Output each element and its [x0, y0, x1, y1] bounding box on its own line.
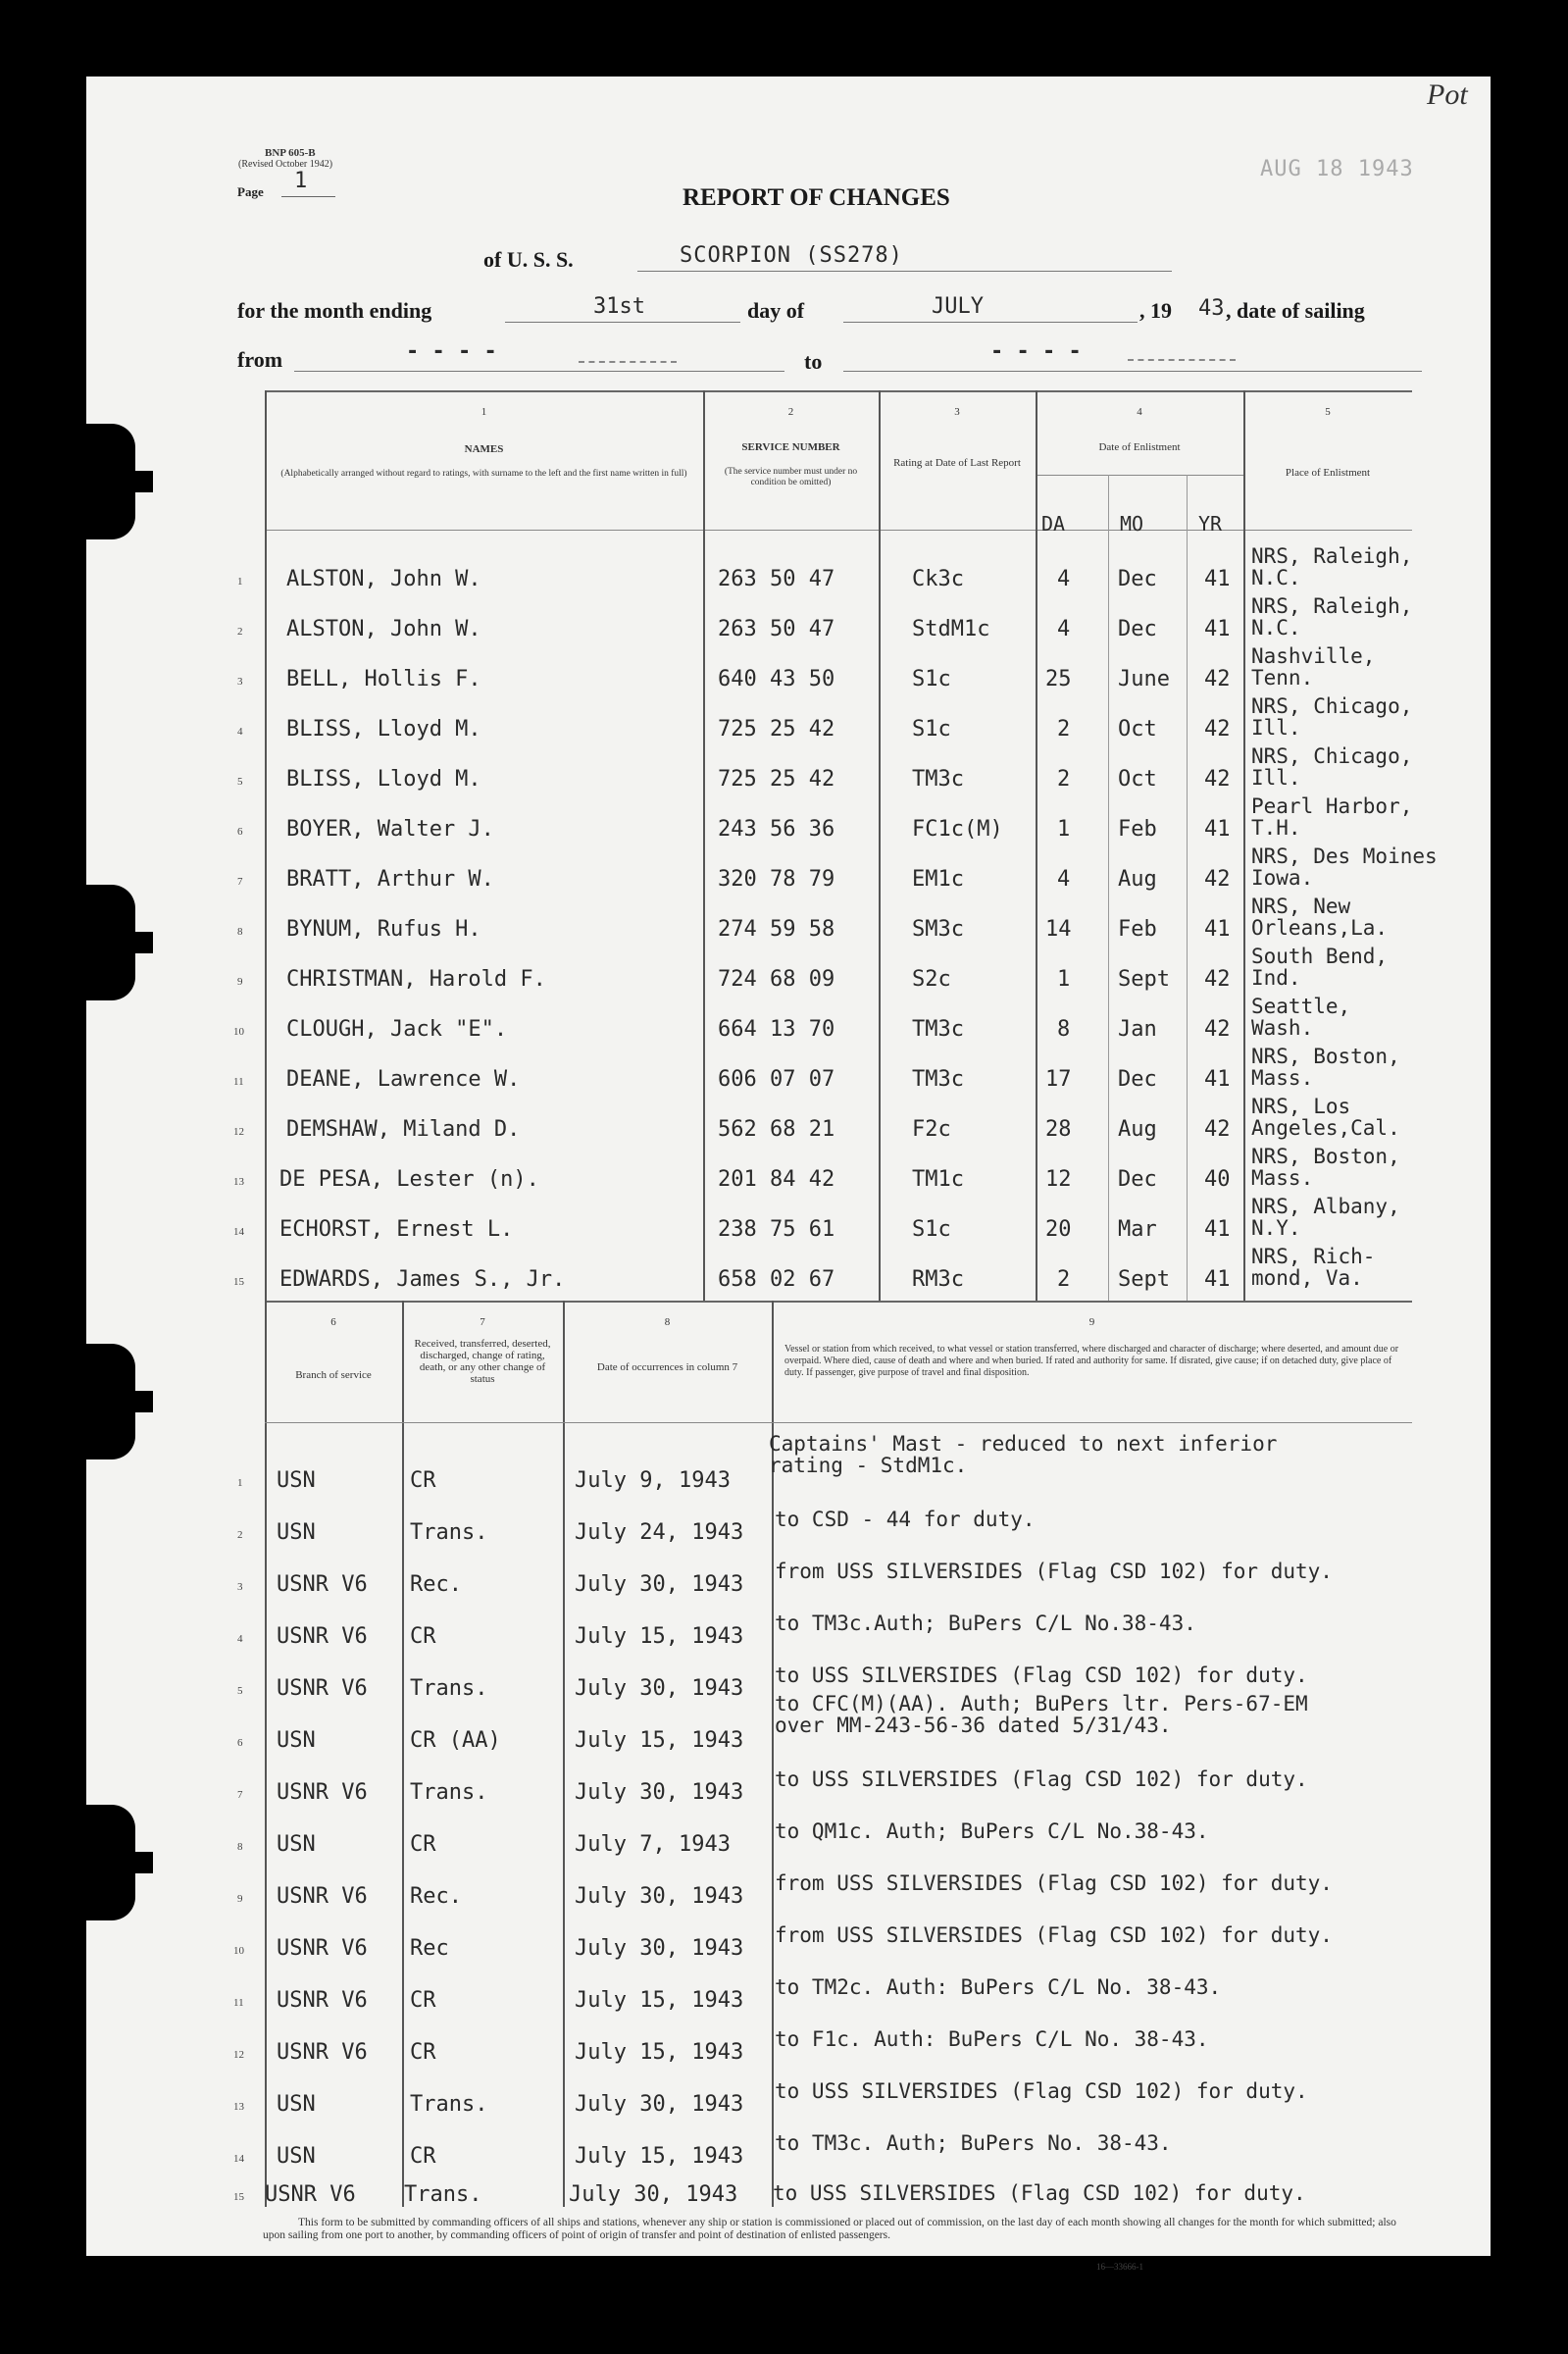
entry-rating: StdM1c	[912, 617, 990, 641]
entry-service-number: 725 25 42	[718, 717, 835, 742]
change-remarks: to USS SILVERSIDES (Flag CSD 102) for duty.	[773, 2181, 1306, 2205]
col-header-year: YR	[1198, 512, 1223, 536]
entry-rating: TM3c	[912, 1017, 964, 1042]
col4-number: 4	[1137, 406, 1142, 418]
row-number: 4	[237, 1633, 243, 1645]
change-date: July 24, 1943	[575, 1520, 744, 1545]
entry-rating: F2c	[912, 1117, 951, 1142]
binder-hole	[57, 885, 135, 1000]
change-date: July 30, 1943	[575, 2092, 744, 2117]
entry-name: ALSTON, John W.	[286, 567, 481, 591]
col-header-status: Received, transferred, deserted, discharged, change of rating, death, or any other change of status	[414, 1338, 551, 1385]
col-header-branch: Branch of service	[295, 1369, 372, 1381]
entry-day: 4	[1057, 867, 1071, 892]
change-date: July 15, 1943	[575, 2144, 744, 2169]
change-branch: USN	[277, 1832, 316, 1857]
entry-month: June	[1118, 667, 1170, 691]
entry-service-number: 640 43 50	[718, 667, 835, 691]
entry-service-number: 238 75 61	[718, 1217, 835, 1242]
entry-year: 41	[1204, 567, 1231, 591]
entry-rating: TM3c	[912, 1067, 964, 1092]
entry-month: Sept	[1118, 967, 1170, 992]
change-status: CR	[410, 2144, 436, 2169]
change-status: CR	[410, 1988, 436, 2013]
entry-day: 1	[1057, 817, 1071, 842]
vessel-name: SCORPION (SS278)	[680, 243, 903, 268]
change-remarks: to TM2c. Auth: BuPers C/L No. 38-43.	[775, 1975, 1222, 1999]
change-status: Trans.	[404, 2182, 482, 2207]
entry-year: 41	[1204, 917, 1231, 942]
col-header-service-number: SERVICE NUMBER	[741, 441, 840, 453]
change-branch: USNR V6	[277, 1936, 368, 1961]
change-status: CR	[410, 1624, 436, 1649]
change-branch: USNR V6	[277, 1572, 368, 1597]
change-remarks: from USS SILVERSIDES (Flag CSD 102) for duty.	[775, 1871, 1333, 1895]
print-code: 16—33666-1	[1096, 2262, 1143, 2272]
page-title: REPORT OF CHANGES	[683, 184, 950, 211]
row-number: 6	[237, 826, 243, 838]
entry-rating: EM1c	[912, 867, 964, 892]
row-number: 4	[237, 726, 243, 738]
entry-day: 20	[1045, 1217, 1072, 1242]
col8-number: 8	[664, 1316, 671, 1328]
col-header-enlistment-date: Date of Enlistment	[1098, 441, 1181, 453]
change-branch: USNR V6	[277, 2040, 368, 2065]
entry-name: BRATT, Arthur W.	[286, 867, 494, 892]
entry-day: 12	[1045, 1167, 1072, 1192]
col-header-month: MO	[1120, 512, 1144, 536]
change-date: July 15, 1943	[575, 1728, 744, 1753]
page-number: 1	[294, 169, 308, 193]
row-number: 8	[237, 1841, 243, 1853]
entry-day: 2	[1057, 767, 1071, 792]
entry-place: Nashville, Tenn.	[1251, 644, 1376, 690]
row-number: 2	[237, 1529, 243, 1541]
row-number: 15	[233, 2191, 244, 2203]
entry-day: 4	[1057, 617, 1071, 641]
entry-service-number: 664 13 70	[718, 1017, 835, 1042]
change-remarks: Captains' Mast - reduced to next inferior rating - StdM1c.	[769, 1432, 1278, 1477]
entry-place: NRS, New Orleans,La.	[1251, 895, 1389, 940]
change-status: Trans.	[410, 2092, 488, 2117]
entry-month: Feb	[1118, 817, 1157, 842]
day-of-label: day of	[747, 298, 805, 323]
received-date-stamp: AUG 18 1943	[1260, 157, 1414, 181]
change-date: July 15, 1943	[575, 1624, 744, 1649]
col-header-remarks: Vessel or station from which received, to what vessel or station transferred, where discharged and character of discharge; where deserted, and amount due or overpaid. Where died, cause of death and where and when buried. If rated and authority for same. If disrated, give cause; if on detached duty, give place of duty. If passenger, give purpose of travel and final disposition.	[784, 1344, 1399, 1378]
col1-number: 1	[481, 406, 487, 418]
change-status: Rec.	[410, 1884, 462, 1909]
entry-month: Oct	[1118, 767, 1157, 792]
change-date: July 30, 1943	[575, 1936, 744, 1961]
entry-year: 42	[1204, 1017, 1231, 1042]
entry-place: NRS, Chicago, Ill.	[1251, 694, 1413, 740]
col7-number: 7	[480, 1316, 485, 1328]
entry-service-number: 658 02 67	[718, 1267, 835, 1292]
entry-name: DEANE, Lawrence W.	[286, 1067, 521, 1092]
entry-place: NRS, Des Moines Iowa.	[1251, 844, 1438, 890]
change-status: CR	[410, 1468, 436, 1493]
binder-hole	[57, 1805, 135, 1920]
entry-year: 41	[1204, 817, 1231, 842]
entry-year: 42	[1204, 1117, 1231, 1142]
col-header-day: DA	[1041, 512, 1066, 536]
form-id: BNP 605-B	[265, 147, 316, 159]
binder-hole	[57, 1344, 135, 1459]
change-date: July 30, 1943	[575, 1884, 744, 1909]
entry-rating: RM3c	[912, 1267, 964, 1292]
entry-rating: Ck3c	[912, 567, 964, 591]
to-value: - - - -	[990, 339, 1082, 364]
entry-month: Aug	[1118, 1117, 1157, 1142]
row-number: 12	[233, 2049, 244, 2061]
entry-day: 2	[1057, 717, 1071, 742]
entry-service-number: 320 78 79	[718, 867, 835, 892]
row-number: 13	[233, 2101, 244, 2113]
change-remarks: from USS SILVERSIDES (Flag CSD 102) for duty.	[775, 1560, 1333, 1583]
entry-name: BELL, Hollis F.	[286, 667, 481, 691]
entry-year: 42	[1204, 967, 1231, 992]
change-remarks: to CSD - 44 for duty.	[775, 1508, 1036, 1531]
entry-day: 28	[1045, 1117, 1072, 1142]
row-number: 3	[237, 676, 243, 688]
entry-service-number: 263 50 47	[718, 567, 835, 591]
entry-place: South Bend, Ind.	[1251, 945, 1389, 990]
entry-year: 41	[1204, 1217, 1231, 1242]
entry-name: ECHORST, Ernest L.	[279, 1217, 514, 1242]
change-remarks: to F1c. Auth: BuPers C/L No. 38-43.	[775, 2027, 1209, 2051]
row-number: 10	[233, 1945, 244, 1957]
entry-name: CLOUGH, Jack "E".	[286, 1017, 508, 1042]
row-number: 6	[237, 1737, 243, 1749]
row-number: 7	[237, 1789, 243, 1801]
entry-name: EDWARDS, James S., Jr.	[279, 1267, 566, 1292]
row-number: 5	[237, 1685, 243, 1697]
entry-month: Oct	[1118, 717, 1157, 742]
change-branch: USNR V6	[265, 2182, 356, 2207]
change-branch: USN	[277, 2092, 316, 2117]
change-branch: USNR V6	[277, 1988, 368, 2013]
entry-place: NRS, Rich- mond, Va.	[1251, 1245, 1376, 1290]
change-branch: USNR V6	[277, 1624, 368, 1649]
entry-place: NRS, Boston, Mass.	[1251, 1145, 1400, 1190]
change-date: July 30, 1943	[569, 2182, 738, 2207]
entry-service-number: 274 59 58	[718, 917, 835, 942]
from-value: - - - -	[406, 339, 497, 364]
entry-place: NRS, Raleigh, N.C.	[1251, 594, 1413, 640]
entry-year: 41	[1204, 1267, 1231, 1292]
entry-rating: TM3c	[912, 767, 964, 792]
change-date: July 7, 1943	[575, 1832, 731, 1857]
entry-day: 25	[1045, 667, 1072, 691]
entry-service-number: 725 25 42	[718, 767, 835, 792]
row-number: 12	[233, 1126, 244, 1138]
row-number: 3	[237, 1581, 243, 1593]
change-status: Trans.	[410, 1676, 488, 1701]
year-prefix: , 19	[1139, 298, 1172, 323]
entry-day: 1	[1057, 967, 1071, 992]
entry-rating: FC1c(M)	[912, 817, 1003, 842]
entry-month: Sept	[1118, 1267, 1170, 1292]
row-number: 1	[237, 1477, 243, 1489]
col-header-place: Place of Enlistment	[1285, 467, 1371, 479]
month-ending-label: for the month ending	[237, 298, 432, 323]
row-number: 1	[237, 576, 243, 588]
entry-name: DE PESA, Lester (n).	[279, 1167, 539, 1192]
entry-name: BOYER, Walter J.	[286, 817, 494, 842]
entry-service-number: 201 84 42	[718, 1167, 835, 1192]
change-remarks: to TM3c. Auth; BuPers No. 38-43.	[775, 2131, 1172, 2155]
vessel-label: of U. S. S.	[483, 247, 574, 272]
change-branch: USN	[277, 1468, 316, 1493]
entry-year: 41	[1204, 617, 1231, 641]
change-remarks: to QM1c. Auth; BuPers C/L No.38-43.	[775, 1819, 1209, 1843]
entry-service-number: 606 07 07	[718, 1067, 835, 1092]
row-number: 9	[237, 1893, 243, 1905]
col-header-names: NAMES	[464, 443, 504, 455]
change-branch: USNR V6	[277, 1780, 368, 1805]
entry-rating: TM1c	[912, 1167, 964, 1192]
form-revised: (Revised October 1942)	[238, 159, 333, 170]
entry-rating: S2c	[912, 967, 951, 992]
col6-number: 6	[330, 1316, 336, 1328]
entry-place: Seattle, Wash.	[1251, 995, 1351, 1040]
change-remarks: to USS SILVERSIDES (Flag CSD 102) for duty.	[775, 1767, 1308, 1791]
change-remarks: to USS SILVERSIDES (Flag CSD 102) for duty.	[775, 2079, 1308, 2103]
change-date: July 9, 1943	[575, 1468, 731, 1493]
entry-place: Pearl Harbor, T.H.	[1251, 794, 1413, 840]
row-number: 5	[237, 776, 243, 788]
change-status: CR	[410, 1832, 436, 1857]
entry-place: NRS, Chicago, Ill.	[1251, 744, 1413, 790]
change-remarks: from USS SILVERSIDES (Flag CSD 102) for duty.	[775, 1923, 1333, 1947]
entry-service-number: 263 50 47	[718, 617, 835, 641]
page-label: Page	[237, 184, 264, 199]
change-branch: USNR V6	[277, 1884, 368, 1909]
entry-place: NRS, Los Angeles,Cal.	[1251, 1095, 1400, 1140]
entry-name: BYNUM, Rufus H.	[286, 917, 481, 942]
col2-number: 2	[787, 406, 794, 418]
row-number: 13	[233, 1176, 244, 1188]
row-number: 14	[233, 1226, 244, 1238]
entry-year: 42	[1204, 717, 1231, 742]
row-number: 9	[237, 976, 243, 988]
row-number: 11	[233, 1076, 244, 1088]
entry-day: 8	[1057, 1017, 1071, 1042]
row-number: 11	[233, 1997, 244, 2009]
change-status: CR (AA)	[410, 1728, 501, 1753]
row-number: 15	[233, 1276, 244, 1288]
entry-day: 17	[1045, 1067, 1072, 1092]
from-label: from	[237, 347, 283, 372]
entry-service-number: 724 68 09	[718, 967, 835, 992]
row-number: 2	[237, 626, 243, 638]
row-number: 8	[237, 926, 243, 938]
col-header-rating: Rating at Date of Last Report	[893, 457, 1021, 469]
row-number: 14	[233, 2153, 244, 2165]
entry-month: Dec	[1118, 617, 1157, 641]
entry-name: CHRISTMAN, Harold F.	[286, 967, 546, 992]
entry-month: Dec	[1118, 1067, 1157, 1092]
entry-rating: S1c	[912, 717, 951, 742]
change-date: July 30, 1943	[575, 1676, 744, 1701]
entry-month: Dec	[1118, 1167, 1157, 1192]
entry-rating: SM3c	[912, 917, 964, 942]
entry-year: 42	[1204, 867, 1231, 892]
month-value: JULY	[932, 294, 984, 319]
change-date: July 15, 1943	[575, 1988, 744, 2013]
entry-month: Aug	[1118, 867, 1157, 892]
day-value: 31st	[593, 294, 645, 319]
entry-month: Feb	[1118, 917, 1157, 942]
col-note-service-number: (The service number must under no condition be omitted)	[724, 467, 858, 487]
change-branch: USN	[277, 1520, 316, 1545]
sailing-label: , date of sailing	[1226, 298, 1365, 323]
col-header-occurrence-date: Date of occurrences in column 7	[596, 1361, 738, 1373]
entry-year: 42	[1204, 667, 1231, 691]
change-date: July 30, 1943	[575, 1780, 744, 1805]
entry-place: NRS, Boston, Mass.	[1251, 1045, 1400, 1090]
entry-day: 2	[1057, 1267, 1071, 1292]
entry-name: BLISS, Lloyd M.	[286, 767, 481, 792]
entry-year: 41	[1204, 1067, 1231, 1092]
corner-handwritten-mark: Pot	[1427, 78, 1468, 111]
entry-name: BLISS, Lloyd M.	[286, 717, 481, 742]
change-status: Rec.	[410, 1572, 462, 1597]
change-remarks: to USS SILVERSIDES (Flag CSD 102) for duty.	[775, 1663, 1308, 1687]
entry-rating: S1c	[912, 1217, 951, 1242]
change-status: CR	[410, 2040, 436, 2065]
binder-hole	[57, 424, 135, 539]
entry-day: 14	[1045, 917, 1072, 942]
row-number: 10	[233, 1026, 244, 1038]
entry-year: 40	[1204, 1167, 1231, 1192]
col5-number: 5	[1325, 406, 1331, 418]
entry-month: Dec	[1118, 567, 1157, 591]
entry-year: 42	[1204, 767, 1231, 792]
row-number: 7	[237, 876, 243, 888]
change-status: Trans.	[410, 1520, 488, 1545]
entry-place: NRS, Raleigh, N.C.	[1251, 544, 1413, 589]
footer-instructions: This form to be submitted by commanding officers of all ships and stations, whenever any ship or station is commissioned or placed out of commission, on the last day of each month showing all changes for the month for which submitted; also upon sailing from one port to another, by commanding officers of point of origin of transfer and point of destination of enlisted passengers.	[263, 2217, 1396, 2241]
entry-service-number: 562 68 21	[718, 1117, 835, 1142]
change-date: July 30, 1943	[575, 1572, 744, 1597]
entry-place: NRS, Albany, N.Y.	[1251, 1195, 1400, 1240]
change-date: July 15, 1943	[575, 2040, 744, 2065]
entry-month: Jan	[1118, 1017, 1157, 1042]
change-status: Trans.	[410, 1780, 488, 1805]
entry-month: Mar	[1118, 1217, 1157, 1242]
entry-name: DEMSHAW, Miland D.	[286, 1117, 521, 1142]
change-branch: USNR V6	[277, 1676, 368, 1701]
change-branch: USN	[277, 2144, 316, 2169]
change-remarks: to TM3c.Auth; BuPers C/L No.38-43.	[775, 1612, 1196, 1635]
entry-service-number: 243 56 36	[718, 817, 835, 842]
entry-rating: S1c	[912, 667, 951, 691]
change-branch: USN	[277, 1728, 316, 1753]
year-value: 43	[1198, 296, 1225, 321]
change-status: Rec	[410, 1936, 449, 1961]
entry-day: 4	[1057, 567, 1071, 591]
change-remarks: to CFC(M)(AA). Auth; BuPers ltr. Pers-67-EM over MM-243-56-36 dated 5/31/43.	[775, 1692, 1308, 1737]
entry-name: ALSTON, John W.	[286, 617, 481, 641]
col-note-names: (Alphabetically arranged without regard to ratings, with surname to the left and the first name written in full)	[280, 469, 687, 479]
to-label: to	[804, 349, 823, 374]
col9-number: 9	[1088, 1316, 1095, 1328]
col3-number: 3	[954, 406, 960, 418]
